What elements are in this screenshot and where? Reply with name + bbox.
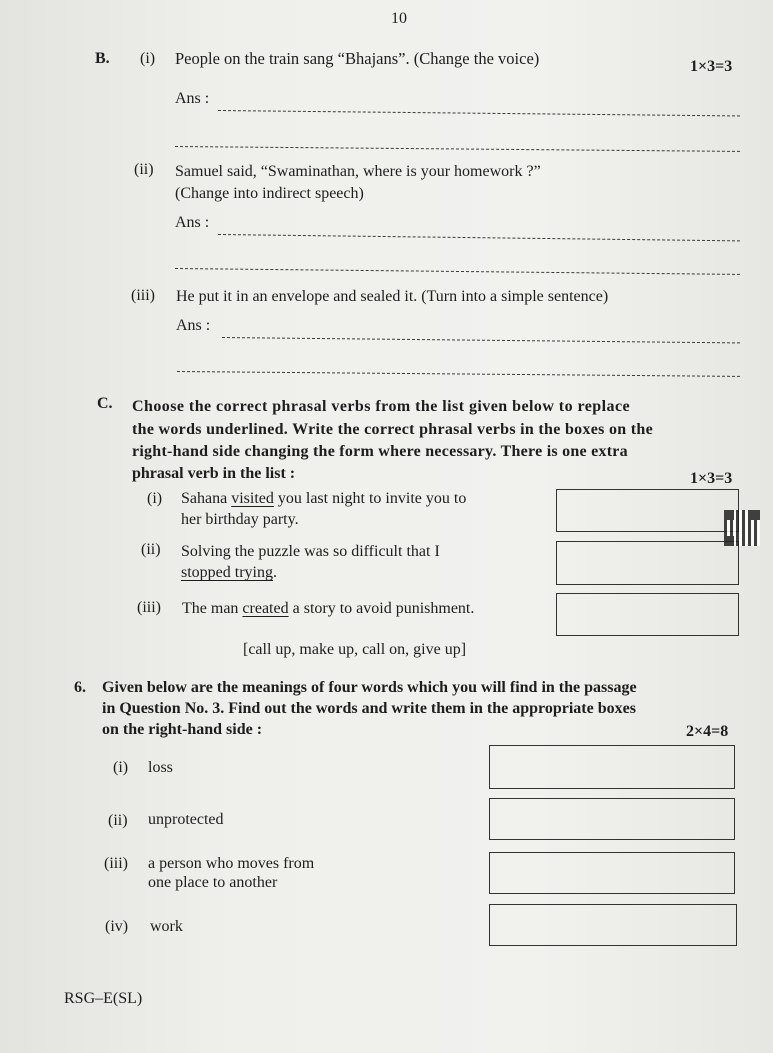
section-c-marks: 1×3=3: [690, 470, 733, 487]
c-instr-2: the words underlined. Write the correct phrasal verbs in the boxes on the: [132, 421, 653, 438]
section-c-label: C.: [97, 395, 113, 412]
q6-number: 6.: [74, 679, 86, 696]
phrasal-verb-list: [call up, make up, call on, give up]: [243, 641, 467, 658]
b-item-1-ans-label: Ans :: [175, 90, 210, 107]
answer-line[interactable]: [218, 110, 740, 116]
answer-box-6-2[interactable]: [489, 798, 735, 840]
c-item-2-num: (ii): [141, 541, 161, 558]
footer-code: RSG–E(SL): [64, 990, 143, 1007]
q6-instr-2: in Question No. 3. Find out the words and write them in the appropriate boxes: [102, 700, 636, 717]
c-item-1-line2: her birthday party.: [181, 511, 299, 528]
c-item-2-line2: [181, 563, 277, 583]
c-item-2-text: Solving the puzzle was so difficult that I: [181, 543, 440, 560]
answer-box-6-1[interactable]: [489, 745, 735, 789]
answer-box-6-4[interactable]: [489, 904, 737, 946]
c-item-3-sentence: [182, 599, 474, 619]
b-item-2-num: (ii): [134, 161, 154, 178]
b-item-3-text: He put it in an envelope and sealed it. (Turn into a simple sentence): [176, 288, 609, 305]
c-instr-1: Choose the correct phrasal verbs from the list given below to replace: [132, 398, 631, 415]
q6-item-1-num: (i): [113, 759, 129, 776]
q6-instr-3: on the right-hand side :: [102, 721, 263, 738]
q6-item-4-num: (iv): [105, 918, 129, 935]
q6-item-3-text2: one place to another: [148, 874, 278, 891]
q6-item-4-text: work: [150, 918, 183, 935]
answer-box-c1[interactable]: [556, 489, 739, 532]
c-item-1-post: you last night to invite you to: [273, 490, 467, 507]
c-item-1-underlined: visited: [231, 490, 274, 507]
answer-box-c3[interactable]: [556, 593, 739, 636]
q6-item-3-text: a person who moves from: [148, 855, 315, 872]
answer-line[interactable]: [177, 371, 740, 377]
answer-box-c2[interactable]: [556, 541, 739, 585]
page-number: 10: [391, 10, 407, 27]
b-item-2-text2: (Change into indirect speech): [175, 185, 364, 202]
c-item-2-underlined: stopped trying: [181, 564, 273, 581]
b-item-3-num: (iii): [131, 287, 155, 304]
c-item-3-post: a story to avoid punishment.: [288, 600, 475, 617]
b-item-1-text: People on the train sang “Bhajans”. (Change the voice): [175, 49, 540, 68]
c-item-3-pre: The man: [182, 600, 243, 617]
q6-marks: 2×4=8: [686, 723, 729, 740]
b-item-3-ans-label: Ans :: [176, 317, 211, 334]
answer-line[interactable]: [175, 146, 740, 152]
c-item-2-period: .: [273, 564, 277, 581]
section-b-marks: 1×3=3: [690, 58, 733, 75]
c-item-3-num: (iii): [137, 599, 161, 616]
c-item-1-pre: Sahana: [181, 490, 232, 507]
q6-instr-1: Given below are the meanings of four words which you will find in the passage: [102, 679, 637, 696]
answer-line[interactable]: [218, 234, 740, 241]
c-instr-3: right-hand side changing the form where necessary. There is one extra: [132, 443, 628, 460]
q6-item-2-text: unprotected: [148, 811, 224, 828]
c-item-1-sentence: [181, 489, 466, 509]
c-instr-4: phrasal verb in the list :: [132, 465, 296, 482]
q6-item-2-num: (ii): [108, 812, 128, 829]
qr-code-icon: [724, 510, 760, 546]
answer-line[interactable]: [222, 337, 740, 343]
q6-item-1-text: loss: [148, 759, 173, 776]
b-item-2-ans-label: Ans :: [175, 214, 210, 231]
b-item-2-text: Samuel said, “Swaminathan, where is your homework ?”: [175, 163, 541, 180]
c-item-1-num: (i): [147, 490, 163, 507]
section-b-label: B.: [95, 50, 110, 67]
b-item-1-num: (i): [140, 50, 156, 67]
q6-item-3-num: (iii): [104, 855, 128, 872]
answer-line[interactable]: [175, 268, 740, 275]
answer-box-6-3[interactable]: [489, 852, 735, 894]
c-item-3-underlined: created: [242, 600, 289, 617]
